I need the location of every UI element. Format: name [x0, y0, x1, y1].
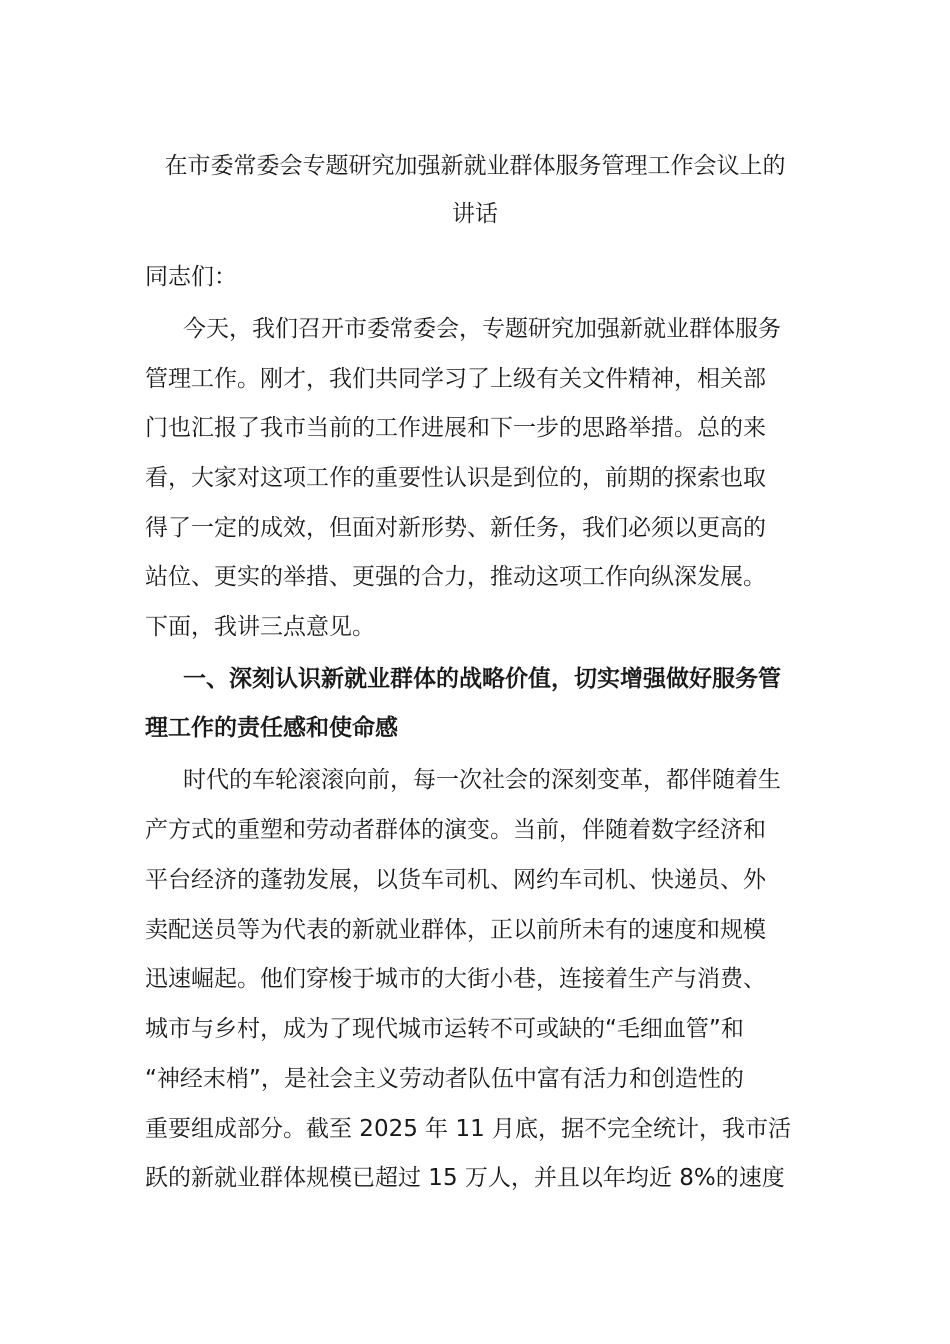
paragraph-line: 管理工作。刚才，我们共同学习了上级有关文件精神，相关部 — [145, 366, 766, 392]
paragraph-line: 平台经济的蓬勃发展，以货车司机、网约车司机、快递员、外 — [145, 867, 766, 893]
paragraph-line: 站位、更实的举措、更强的合力，推动这项工作向纵深发展。 — [145, 564, 766, 590]
document-title-line-1: 在市委常委会专题研究加强新就业群体服务管理工作会议上的 — [164, 153, 786, 179]
heading-line: 理工作的责任感和使命感 — [145, 715, 398, 741]
paragraph-line: 城市与乡村，成为了现代城市运转不可或缺的“毛细血管”和 — [145, 1016, 744, 1042]
paragraph-line: 产方式的重塑和劳动者群体的演变。当前，伴随着数字经济和 — [145, 817, 766, 843]
paragraph-line: 重要组成部分。截至 2025 年 11 月底，据不完全统计，我市活 — [145, 1116, 792, 1142]
paragraph-line: 时代的车轮滚滚向前，每一次社会的深刻变革，都伴随着生 — [183, 767, 781, 793]
salutation: 同志们： — [145, 264, 237, 290]
document-title-line-2: 讲话 — [452, 201, 498, 227]
paragraph-line: 下面，我讲三点意见。 — [145, 614, 375, 640]
paragraph-line: 得了一定的成效，但面对新形势、新任务，我们必须以更高的 — [145, 515, 766, 541]
paragraph-line: 迅速崛起。他们穿梭于城市的大街小巷，连接着生产与消费、 — [145, 966, 766, 992]
paragraph-line: 跃的新就业群体规模已超过 15 万人，并且以年均近 8%的速度 — [145, 1165, 785, 1191]
paragraph-line: “神经末梢”，是社会主义劳动者队伍中富有活力和创造性的 — [145, 1066, 744, 1092]
paragraph-line: 门也汇报了我市当前的工作进展和下一步的思路举措。总的来 — [145, 415, 766, 441]
paragraph-line: 卖配送员等为代表的新就业群体，正以前所未有的速度和规模 — [145, 917, 766, 943]
paragraph-line: 今天，我们召开市委常委会，专题研究加强新就业群体服务 — [183, 316, 781, 342]
paragraph-line: 看，大家对这项工作的重要性认识是到位的，前期的探索也取 — [145, 465, 766, 491]
heading-line: 一、深刻认识新就业群体的战略价值，切实增强做好服务管 — [183, 666, 781, 692]
